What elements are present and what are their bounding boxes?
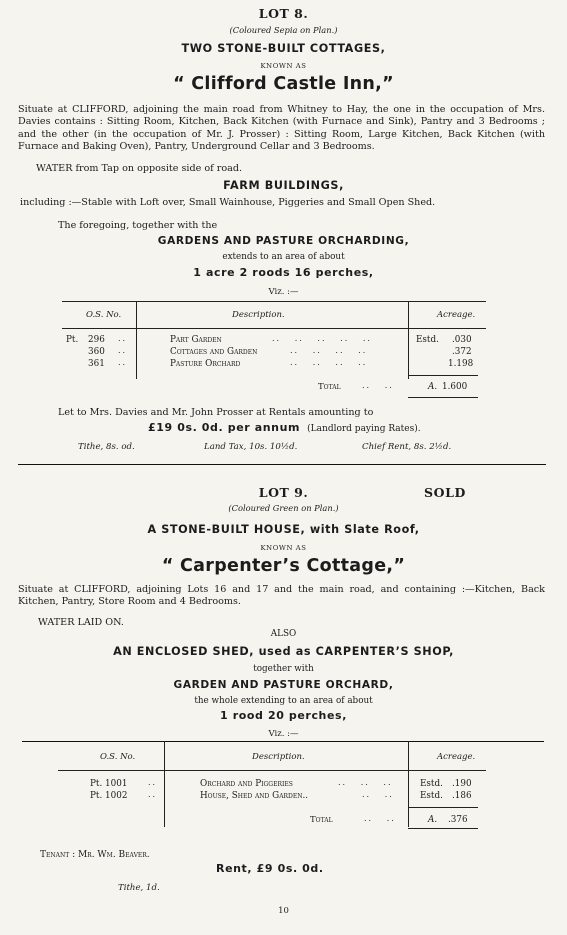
leader-dots: .. .. bbox=[362, 790, 394, 799]
lot8-chief-rent: Chief Rent, 8s. 2½d. bbox=[362, 442, 452, 452]
leader-dots: .. bbox=[148, 790, 158, 799]
lot9-coloured-note: (Coloured Green on Plan.) bbox=[228, 503, 339, 513]
lot8-col-acreage: Acreage. bbox=[437, 310, 476, 320]
lot9-area: 1 rood 20 perches, bbox=[220, 709, 347, 722]
lot9-sold-label: SOLD bbox=[424, 485, 466, 500]
leader-dots: .. bbox=[118, 358, 128, 367]
lot9-total-label: Total bbox=[310, 815, 333, 825]
lot9-property-name: “ Carpenter’s Cottage,” bbox=[161, 556, 406, 576]
lot9-total-a: A. bbox=[428, 815, 438, 825]
lot8-total-value: 1.600 bbox=[442, 382, 468, 392]
lot9-col-description: Description. bbox=[252, 752, 305, 762]
lot8-property-name: “ Clifford Castle Inn,” bbox=[173, 74, 394, 94]
lot8-total-a: A. bbox=[428, 382, 438, 392]
row-acreage: .190 bbox=[452, 779, 472, 789]
lot9-schedule-divider-2 bbox=[408, 741, 409, 827]
row-os: 296 bbox=[88, 335, 105, 345]
row-acreage: .030 bbox=[452, 335, 472, 345]
lot9-water-note: WATER LAID ON. bbox=[38, 617, 124, 628]
row-estd: Estd. bbox=[416, 335, 439, 345]
row-pt: Pt. bbox=[66, 335, 79, 345]
leader-dots: .. .. .. bbox=[338, 778, 393, 787]
leader-dots: .. bbox=[148, 778, 158, 787]
lot9-col-acreage: Acreage. bbox=[437, 752, 476, 762]
table-row bbox=[66, 335, 78, 346]
leader-dots: .. .. .. .. .. bbox=[272, 334, 372, 343]
lot8-total-label: Total bbox=[318, 382, 341, 392]
lot9-rent: Rent, £9 0s. 0d. bbox=[216, 862, 324, 875]
row-os: Pt. 1001 bbox=[90, 779, 128, 789]
lot9-total-value: .376 bbox=[448, 815, 468, 825]
lot8-schedule-divider-1 bbox=[136, 301, 137, 379]
lot8-title: LOT 8. bbox=[258, 6, 309, 21]
lot8-schedule-divider-2 bbox=[408, 301, 409, 379]
lot9-schedule-top-rule bbox=[22, 741, 544, 742]
farm-buildings-text: including :—Stable with Loft over, Small Wainhouse, Piggeries and Small Open Shed. bbox=[20, 197, 436, 208]
leader-dots: .. .. bbox=[364, 814, 396, 823]
lot9-tithe: Tithe, 1d. bbox=[118, 883, 160, 893]
farm-buildings-heading: FARM BUILDINGS, bbox=[223, 179, 344, 192]
lot8-schedule-header-rule bbox=[62, 328, 486, 329]
lot8-water-note: WATER from Tap on opposite side of road. bbox=[36, 163, 243, 174]
lot8-rent: £19 0s. 0d. per annum bbox=[148, 421, 301, 434]
row-os: 360 bbox=[88, 347, 105, 357]
row-estd: Estd. bbox=[420, 779, 443, 789]
lot9-heading: A STONE-BUILT HOUSE, with Slate Roof, bbox=[147, 523, 420, 536]
lot8-area: 1 acre 2 roods 16 perches, bbox=[193, 266, 374, 279]
extends-text: extends to an area of about bbox=[222, 252, 345, 262]
lot9-garden-heading: GARDEN AND PASTURE ORCHARD, bbox=[173, 679, 394, 691]
lot9-total-rule bbox=[408, 807, 478, 808]
leader-dots: .. bbox=[118, 346, 128, 355]
lot9-shed-heading: AN ENCLOSED SHED, used as CARPENTER’S SHOP, bbox=[113, 645, 454, 658]
lot8-tithe: Tithe, 8s. od. bbox=[78, 442, 135, 452]
foregoing-text: The foregoing, together with the bbox=[58, 220, 218, 231]
lot9-tenant: Tenant : Mr. Wm. Beaver. bbox=[40, 850, 150, 860]
lot9-viz: Viz. :— bbox=[268, 729, 299, 739]
row-acreage: .372 bbox=[452, 347, 472, 357]
row-description: House, Shed and Garden.. bbox=[200, 791, 309, 801]
lot9-together-with: together with bbox=[253, 664, 314, 674]
page-number: 10 bbox=[278, 906, 289, 916]
row-description: Pasture Orchard bbox=[170, 359, 241, 369]
leader-dots: .. .. bbox=[362, 381, 394, 390]
lot8-col-os: O.S. No. bbox=[86, 310, 122, 320]
gardens-heading: GARDENS AND PASTURE ORCHARDING, bbox=[157, 235, 410, 247]
lot9-title: LOT 9. bbox=[258, 485, 309, 500]
section-divider bbox=[18, 464, 546, 465]
lot9-known-as: KNOWN AS bbox=[260, 544, 307, 552]
row-estd: Estd. bbox=[420, 791, 443, 801]
lot9-total-bottom-rule bbox=[408, 828, 478, 829]
row-os: 361 bbox=[88, 359, 105, 369]
lot9-schedule-divider-1 bbox=[164, 741, 165, 827]
lot8-let-to: Let to Mrs. Davies and Mr. John Prosser at Rentals amounting to bbox=[58, 407, 374, 418]
lot8-heading: TWO STONE-BUILT COTTAGES, bbox=[181, 42, 386, 55]
row-description: Orchard and Piggeries bbox=[200, 779, 293, 789]
lot8-viz: Viz. :— bbox=[268, 287, 299, 297]
row-os: Pt. 1002 bbox=[90, 791, 128, 801]
lot9-col-os: O.S. No. bbox=[100, 752, 136, 762]
row-description: Cottages and Garden bbox=[170, 347, 258, 357]
row-acreage: 1.198 bbox=[448, 359, 474, 369]
row-description: Part Garden bbox=[170, 335, 222, 345]
leader-dots: .. bbox=[118, 334, 128, 343]
lot8-situate-paragraph: Situate at CLIFFORD, adjoining the main road from Whitney to Hay, the one in the occupation of Mrs. Davies contains : Sitting Room, Kitchen, Back Kitchen (with Furnace and Sink), Pantry and 3 Bedrooms ; and the other (in the occupation of Mr. J. Prosser) : Sitting Room, Large Kitchen, Back Kitchen (with Furnace and Baking Oven), Pantry, Underground Cellar and 3 Bedrooms. bbox=[18, 104, 545, 152]
row-acreage: .186 bbox=[452, 791, 472, 801]
leader-dots: .. .. .. .. bbox=[290, 346, 368, 355]
lot9-situate-paragraph: Situate at CLIFFORD, adjoining Lots 16 and 17 and the main road, and containing :—Kitchen, Back Kitchen, Pantry, Store Room and 4 Bedrooms. bbox=[18, 584, 545, 608]
lot8-land-tax: Land Tax, 10s. 10½d. bbox=[204, 442, 298, 452]
lot8-total-bottom-rule bbox=[408, 397, 478, 398]
lot9-schedule-header-rule bbox=[58, 770, 486, 771]
lot9-whole-extending: the whole extending to an area of about bbox=[194, 696, 373, 706]
leader-dots: .. .. .. .. bbox=[290, 358, 368, 367]
lot9-also: ALSO bbox=[270, 629, 297, 639]
lot8-total-rule bbox=[408, 375, 478, 376]
lot8-rent-line bbox=[148, 421, 421, 436]
lot8-coloured-note: (Coloured Sepia on Plan.) bbox=[229, 25, 338, 35]
lot8-rent-note: (Landlord paying Rates). bbox=[307, 424, 421, 434]
lot8-known-as: KNOWN AS bbox=[260, 62, 307, 70]
lot8-schedule-top-rule bbox=[62, 301, 486, 302]
lot8-col-description: Description. bbox=[232, 310, 285, 320]
